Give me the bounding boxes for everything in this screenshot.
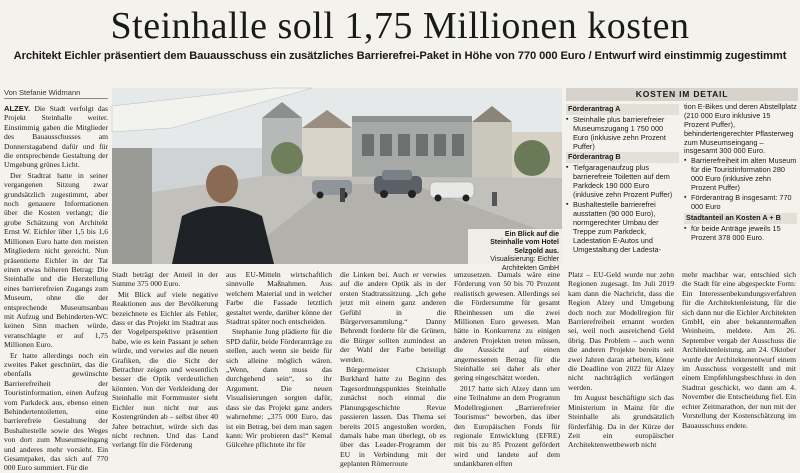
costs-box-title: KOSTEN IM DETAIL xyxy=(566,88,798,101)
paragraph: 2017 hatte sich Alzey dann um eine Teilnahme an dem Programm Modellregionen „Barrierefreier Tourismus“ beworben, das über den Europäischen Fonds für regionale Entwicklung (EFRE) mit bis zu 85 Prozent gefördert wird und landete auf dem undankbaren elften xyxy=(454,383,560,469)
cost-item: ▪ Tiefgaragenaufzug plus barrierefreie Toiletten auf dem Parkdeck 190 000 Euro (inklusive zehn Prozent Puffer) xyxy=(566,164,679,200)
text-column-1 xyxy=(4,104,108,473)
caption-credit: Visualisierung: Eichler Architekten GmbH xyxy=(490,256,559,272)
section-heading: Förderantrag B xyxy=(566,152,679,163)
byline-rule xyxy=(4,98,108,99)
paragraph: Er hatte allerdings noch ein zweites Paket geschnürt, das die ebenfalls gewünschte Barrierefreiheit der Touristinformation, einen Aufzug vom Parkdeck aus, ebenso einen Behindertentoiletten, eine barrierefreie Gestaltung der Bushaltestelle sowie des Weges von dort zum Museumseingang und anderes mehr vorsieht. Ein Gesamtpaket, das sich auf 770 000 Euro summiert. Für die xyxy=(4,350,108,473)
cost-item-continued: tion E-Bikes und deren Abstellplatz (210 000 Euro inklusive 15 Prozent Puffer), behindertengerechter Pflasterweg zum Museumseingang – insgesamt 300 000 Euro. xyxy=(684,101,797,156)
text-column-5 xyxy=(454,270,560,469)
paragraph: Mit Blick auf viele negative Reaktionen aus der Bevölkerung bezeichnete es Eichler als Fehler, dass er das Projekt im Stadtrat aus der Vogelperspektive präsentiert habe, wie es kein Passant je sehen würde, und verwies auf die neuen Grafiken, die die Sicht der Betrachter zeigen und wesentlich besser die Optik verdeutlichen könnten. Von der Verkleidung der Steinhalle mit Formmuster sieht Eichler nun nicht nur aus Kostengründen ab – selbst über 40 Jahre betrachtet, würde sich das nicht rechnen. Und das Land verlangt für die Förderung xyxy=(112,289,218,450)
dateline: ALZEY. xyxy=(4,104,31,113)
paragraph: Der Stadtrat hatte in seiner vergangenen Sitzung zwar grundsätzlich zugestimmt, aber noch genauere Informationen über die Kosten verlangt; die grobe Schätzung von Architekt Ernst W. Eichler über 1,5 bis 1,6 Millionen Euro hatte den meisten Mitgliedern nicht gereicht. Nun präsentierte Eichler in der Tat einen etwas höheren Betrag: Die Steinhalle und die Herstellung eines barrierefreien Zugangs zum Museum, ohne die der entsprechende Museumsanbau mit Aufzug und Behinderten-WC keinen Sinn machen würde, veranschlagte er auf 1,75 Millionen Euro. xyxy=(4,170,108,350)
paragraph: die Linken bei. Auch er verwies auf die andere Optik als in der ersten Stadtratssitzung. „Ich gehe jetzt mit einem ganz anderen Gefühl in die Bürgerversammlung.“ Danny Behrendt forderte für die Grünen, die Bürger sollten zumindest an der Wahl der Farbe beteiligt werden. xyxy=(340,270,446,364)
paragraph: Stephanie Jung plädierte für die SPD dafür, beide Förderanträge zu stellen, auch wenn sie beide für sich alleine möglich wären. „Wenn, dann muss das durchgehend sein“, so ihr Argument. Die neuen Visualisierungen sorgten dafür, dass sie das Projekt ganz anders wahrnehme: „375 000 Euro, das ist ein Betrag, bei dem man sagen kann: Wir probieren das!“ Kemal Gülcehre pflichtete ihr für xyxy=(226,327,332,450)
costs-info-box xyxy=(566,88,798,264)
text-column-2 xyxy=(112,270,218,466)
paragraph: Die Stadt verfolgt das Projekt Steinhalle weiter. Einstimmig gaben die Mitglieder des Bauausschusses am Donnerstagabend dafür und für die entsprechende Gestaltung der Umgebung grünes Licht. xyxy=(4,104,108,170)
paragraph: aus EU-Mitteln wirtschaftlich sinnvolle Maßnahmen. Aus welchem Material und in welcher Farbe die Fassade letztlich gestaltet werde, darüber könne der Stadtrat später noch entscheiden. xyxy=(226,270,332,327)
text-column-3 xyxy=(226,270,332,466)
article-subhead: Architekt Eichler präsentiert dem Bauausschuss ein zusätzliches Barrierefrei-Paket in Höhe von 770 000 Euro / Entwurf wird einstimmig zugestimmt xyxy=(13,50,787,62)
paragraph: Bürgermeister Christoph Burkhard hatte zu Beginn des Tagesordnungspunktes Steinhalle zunächst noch einmal die Planungsgeschichte Revue passieren lassen. Das Thema sei bereits 2015 angestoßen worden, damals habe man überlegt, ob es über das Leader-Programm der EU in Verbindung mit der geplanten Römerroute xyxy=(340,365,446,469)
costs-box-column-left xyxy=(566,103,679,256)
byline: Von Stefanie Widmann xyxy=(4,88,81,97)
paragraph: Stadt beträgt der Anteil in der Summe 375 000 Euro. xyxy=(112,270,218,289)
cost-item: ▪ Steinhalle plus barrierefreier Museumszugang 1 750 000 Euro (inklusive zehn Prozent Puffer) xyxy=(566,116,679,152)
cost-item: ▪ Bushaltestelle barrierefrei ausstatten (90 000 Euro), normgerechter Umbau der Treppe zum Parkdeck, Ladestation E-Autos und Umgestaltung der Ladesta- xyxy=(566,201,679,254)
caption-title: Ein Blick auf die Steinhalle vom Hotel Selzgold aus. xyxy=(490,231,559,255)
text-column-6 xyxy=(568,270,674,466)
cost-item: ▪ Förderantrag B insgesamt: 770 000 Euro xyxy=(684,194,797,212)
text-column-7 xyxy=(682,270,796,466)
paragraph: mehr machbar war, entschied sich die Stadt für eine abgespeckte Form: Ein Interessenbekundungsverfahren für die Architektenleistung, für die sich dann nur die Eichler Architekten GmbH, ein aber bekanntermaßen Weinheim, meldete. Am 26. September vergab der Ausschuss die Architektenleistung, am 24. Oktober wurde der Architektenentwurf einem im Ausschuss vorgestellt und mit einem Empfehlungsbeschluss in den Stadtrat geschickt, wo dann am 4. November die Entscheidung fiel. Ein echter Zeitmarathon, der nun mit der Vorstellung der Kostenschätzung im Bauausschuss endete. xyxy=(682,270,796,430)
cost-item: ▪ Barrierefreiheit im alten Museum für die Touristinformation 280 000 Euro (inklusive zehn Prozent Puffer) xyxy=(684,157,797,193)
paragraph: Platz – EU-Geld wurde nur zehn Regionen zugesagt. Im Juli 2019 kam dann die Nachricht, dass die Region Alzey und Umgebung doch noch zur Modellregion für Barrierefreiheit ernannt worden sei, weil noch ausreichend Geld übrig. Das Problem – auch wenn die anderen Projekte bereits seit zwei Jahren daran arbeiten, könne die Deadline von 2022 für Alzey nicht nachträglich verlängert werden. xyxy=(568,270,674,392)
paragraph: umzusetzen. Damals wäre eine Förderung von 50 bis 70 Prozent realistisch gewesen. Allerdings sei die Fördersumme für gesamt Rheinhessen um die zwei Millionen Euro gewesen. Man hätte in Konkurrenz zu einigen anderen Projekten treten müssen, die Aussicht auf einen angemessenen Betrag für die Steinhalle sei daher als eher gering eingeschätzt worden. xyxy=(454,270,560,383)
paragraph: Im August beschäftigte sich das Ministerium in Mainz für die Steinhalle als grundsätzlich förderfähig. Da in der Kürze der Zeit ein europäischer Architektenwettbewerb nicht xyxy=(568,393,674,450)
section-heading: Stadtanteil an Kosten A + B xyxy=(684,213,797,224)
cost-item: ▪ für beide Anträge jeweils 15 Prozent 378 000 Euro. xyxy=(684,225,797,243)
text-column-4 xyxy=(340,270,446,469)
article-headline: Steinhalle soll 1,75 Millionen kosten xyxy=(110,5,690,47)
costs-box-column-right xyxy=(684,103,797,256)
image-caption xyxy=(468,229,562,275)
section-heading: Förderantrag A xyxy=(566,104,679,115)
